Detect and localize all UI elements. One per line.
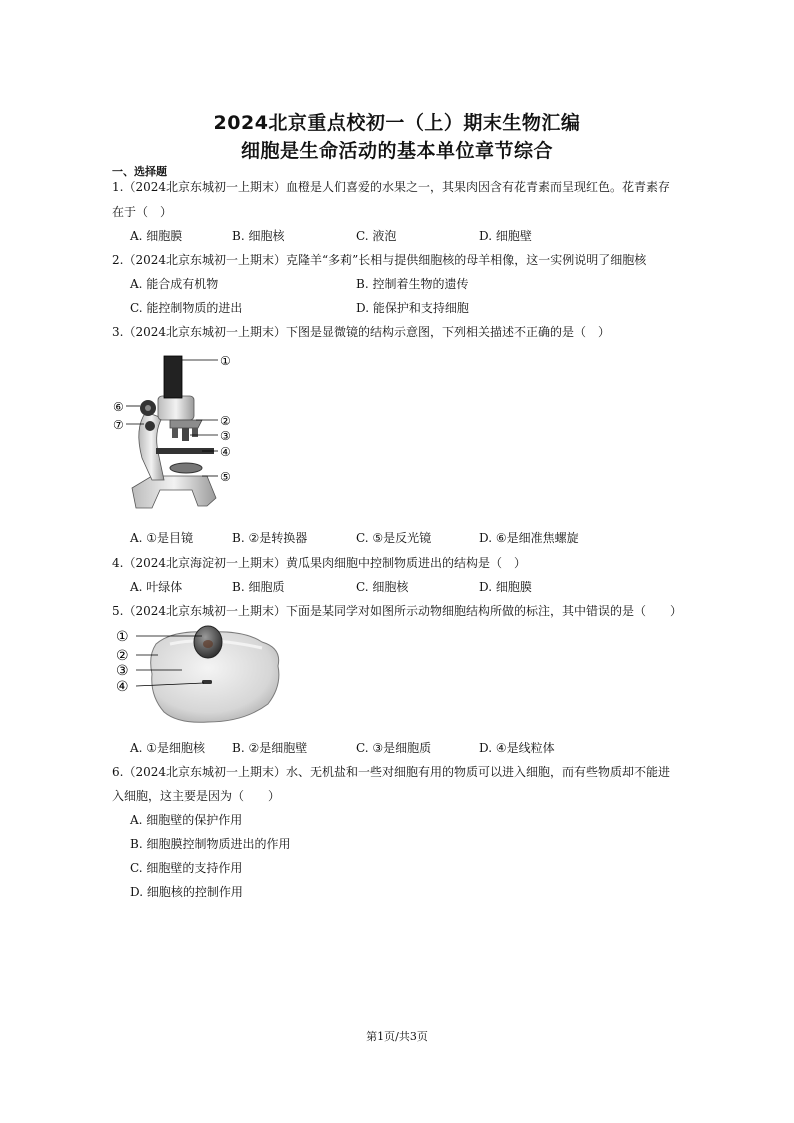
question-6-text: 6.（2024北京东城初一上期末）水、无机盐和一些对细胞有用的物质可以进入细胞，而有些物质却不能进 [112, 765, 670, 779]
q5-option-d: D. ④是线粒体 [479, 741, 555, 755]
figure-label-4: ④ [220, 445, 231, 459]
question-1-text-cont: 在于（ ） [112, 205, 173, 219]
q3-option-a: A. ①是目镜 [130, 531, 194, 545]
question-2-text: 2.（2024北京东城初一上期末）克隆羊“多莉”长相与提供细胞核的母羊相像，这一实例说明了细胞核 [112, 253, 647, 267]
question-6-text-cont: 入细胞，这主要是因为（ ） [112, 789, 281, 803]
q4-option-c: C. 细胞核 [356, 580, 409, 594]
q2-option-d: D. 能保护和支持细胞 [356, 301, 469, 315]
q6-option-c: C. 细胞壁的支持作用 [130, 861, 243, 875]
cell-label-3: ③ [116, 663, 129, 679]
cell-label-2: ② [116, 648, 129, 664]
figure-label-7: ⑦ [113, 418, 124, 432]
q1-option-b: B. 细胞核 [232, 229, 285, 243]
figure-label-5: ⑤ [220, 470, 231, 484]
q2-option-c: C. 能控制物质的进出 [130, 301, 243, 315]
q5-option-c: C. ③是细胞质 [356, 741, 432, 755]
figure-label-6: ⑥ [113, 400, 124, 414]
q5-option-b: B. ②是细胞壁 [232, 741, 308, 755]
question-3-text: 3.（2024北京东城初一上期末）下图是显微镜的结构示意图，下列相关描述不正确的是（ ） [112, 325, 610, 339]
question-5-text: 5.（2024北京东城初一上期末）下面是某同学对如图所示动物细胞结构所做的标注，其中错误的是（ ） [112, 604, 682, 618]
animal-cell-figure [112, 622, 288, 726]
figure-label-2: ② [220, 414, 231, 428]
q1-option-c: C. 液泡 [356, 229, 397, 243]
q3-option-d: D. ⑥是细准焦螺旋 [479, 531, 579, 545]
figure-label-1: ① [220, 354, 231, 368]
q3-option-b: B. ②是转换器 [232, 531, 308, 545]
q6-option-a: A. 细胞壁的保护作用 [130, 813, 243, 827]
q1-option-d: D. 细胞壁 [479, 229, 532, 243]
document-title: 2024北京重点校初一（上）期末生物汇编 [213, 112, 581, 134]
q6-option-b: B. 细胞膜控制物质进出的作用 [130, 837, 291, 851]
cell-label-4: ④ [116, 679, 129, 695]
section-heading: 一、选择题 [112, 165, 167, 178]
q4-option-a: A. 叶绿体 [130, 580, 183, 594]
document-subtitle: 细胞是生命活动的基本单位章节综合 [240, 140, 553, 162]
q4-option-b: B. 细胞质 [232, 580, 285, 594]
q5-option-a: A. ①是细胞核 [130, 741, 206, 755]
q3-option-c: C. ⑤是反光镜 [356, 531, 432, 545]
page-number: 第1页/共3页 [366, 1030, 428, 1043]
q6-option-d: D. 细胞核的控制作用 [130, 885, 243, 899]
q2-option-b: B. 控制着生物的遗传 [356, 277, 469, 291]
q1-option-a: A. 细胞膜 [130, 229, 183, 243]
question-1-text: 1.（2024北京东城初一上期末）血橙是人们喜爱的水果之一，其果肉因含有花青素而呈现红色。花青素存 [112, 180, 670, 194]
cell-label-1: ① [116, 629, 129, 645]
figure-label-3: ③ [220, 429, 231, 443]
question-4-text: 4.（2024北京海淀初一上期末）黄瓜果肉细胞中控制物质进出的结构是（ ） [112, 556, 526, 570]
q4-option-d: D. 细胞膜 [479, 580, 532, 594]
q2-option-a: A. 能合成有机物 [130, 277, 219, 291]
microscope-figure [112, 348, 242, 516]
